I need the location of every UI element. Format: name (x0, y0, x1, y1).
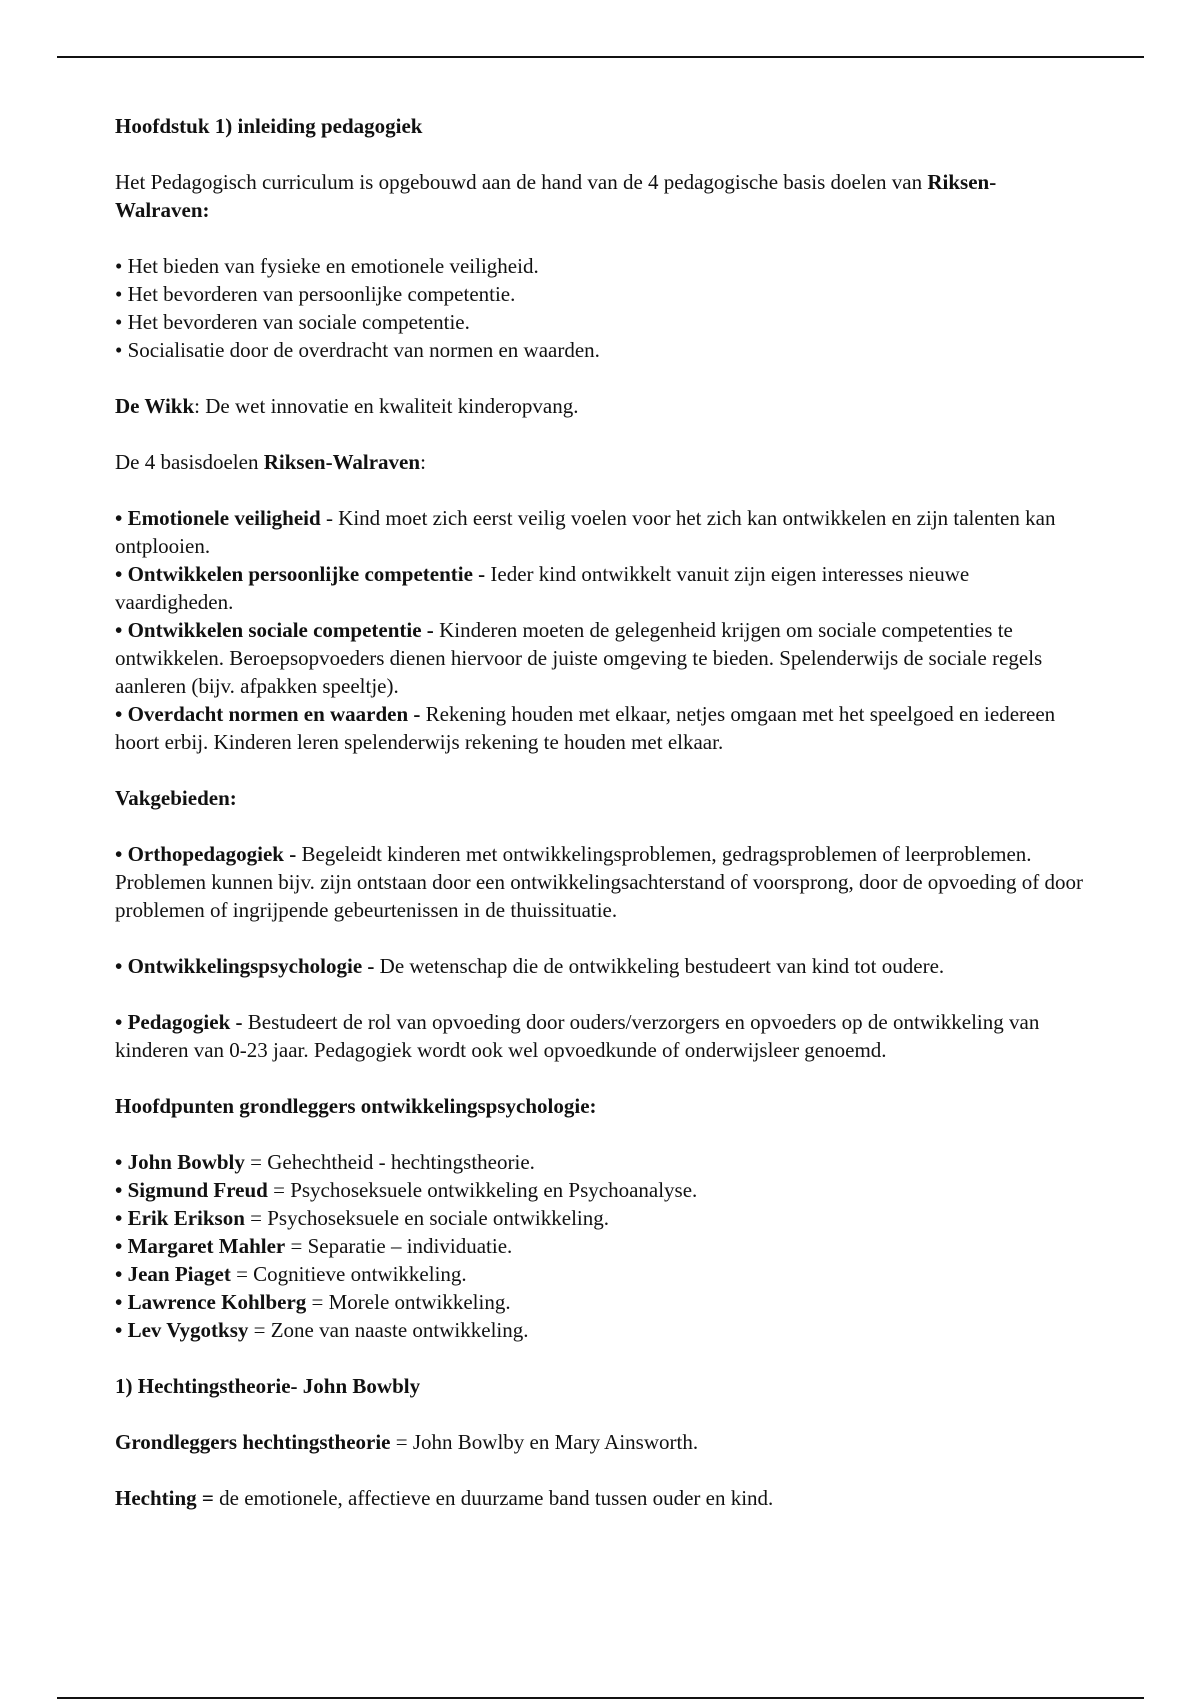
vak-item: • Orthopedagogiek - Begeleidt kinderen met ontwikkelingsproblemen, gedragsproblemen of leerproblemen. Problemen kunnen bijv. zijn ontstaan door een ontwikkelingsachterstand of voorsprong, door de opvoeding of door problemen of ingrijpende gebeurtenissen in de thuissituatie. (115, 842, 1083, 922)
goal-item: • Overdacht normen en waarden - Rekening houden met elkaar, netjes omgaan met het speelgoed en iedereen hoort erbij. Kinderen leren spelenderwijs rekening te houden met elkaar. (115, 702, 1056, 754)
list-item: • Het bieden van fysieke en emotionele veiligheid. (115, 254, 539, 278)
list-item: • Het bevorderen van sociale competentie. (115, 310, 470, 334)
hechting-definition: Hechting = de emotionele, affectieve en duurzame band tussen ouder en kind. (115, 1486, 774, 1510)
wikk-definition: De Wikk: De wet innovatie en kwaliteit kinderopvang. (115, 394, 579, 418)
vak-item: • Ontwikkelingspsychologie - De wetenschap die de ontwikkeling bestudeert van kind tot oudere. (115, 954, 945, 978)
document-body (115, 112, 1090, 1512)
grond-item: • Erik Erikson = Psychoseksuele en sociale ontwikkeling. (115, 1206, 609, 1230)
vak-item: • Pedagogiek - Bestudeert de rol van opvoeding door ouders/verzorgers en opvoeders op de ontwikkeling van kinderen van 0-23 jaar. Pedagogiek wordt ook wel opvoedkunde of onderwijsleer genoemd. (115, 1010, 1040, 1062)
grond-item: • Margaret Mahler = Separatie – individuatie. (115, 1234, 513, 1258)
list-item: • Het bevorderen van persoonlijke competentie. (115, 282, 516, 306)
grondleggers-hechting: Grondleggers hechtingstheorie = John Bowlby en Mary Ainsworth. (115, 1430, 699, 1454)
chapter-heading: Hoofdstuk 1) inleiding pedagogiek (115, 114, 423, 138)
hechtingstheorie-heading: 1) Hechtingstheorie- John Bowbly (115, 1374, 421, 1398)
header-rule (57, 56, 1144, 58)
grond-item: • Lawrence Kohlberg = Morele ontwikkeling. (115, 1290, 511, 1314)
basisdoelen-intro: De 4 basisdoelen Riksen-Walraven: (115, 450, 426, 474)
footer-rule (57, 1697, 1144, 1699)
goal-item: • Ontwikkelen persoonlijke competentie - Ieder kind ontwikkelt vanuit zijn eigen interesses nieuwe vaardigheden. (115, 562, 970, 614)
grond-item: • Jean Piaget = Cognitieve ontwikkeling. (115, 1262, 467, 1286)
vakgebieden-heading: Vakgebieden: (115, 786, 237, 810)
list-item: • Socialisatie door de overdracht van normen en waarden. (115, 338, 600, 362)
goal-item: • Ontwikkelen sociale competentie - Kinderen moeten de gelegenheid krijgen om sociale competenties te ontwikkelen. Beroepsopvoeders dienen hiervoor de juiste omgeving te bieden. Spelenderwijs de sociale regels aanleren (bijv. afpakken speeltje). (115, 618, 1043, 698)
intro-paragraph: Het Pedagogisch curriculum is opgebouwd aan de hand van de 4 pedagogische basis doelen van Riksen-Walraven: (115, 170, 997, 222)
grondleggers-heading: Hoofdpunten grondleggers ontwikkelingspsychologie: (115, 1094, 597, 1118)
goal-item: • Emotionele veiligheid - Kind moet zich eerst veilig voelen voor het zich kan ontwikkelen en zijn talenten kan ontplooien. (115, 506, 1056, 558)
grond-item: • Lev Vygotksy = Zone van naaste ontwikkeling. (115, 1318, 529, 1342)
grond-item: • Sigmund Freud = Psychoseksuele ontwikkeling en Psychoanalyse. (115, 1178, 698, 1202)
grond-item: • John Bowbly = Gehechtheid - hechtingstheorie. (115, 1150, 535, 1174)
